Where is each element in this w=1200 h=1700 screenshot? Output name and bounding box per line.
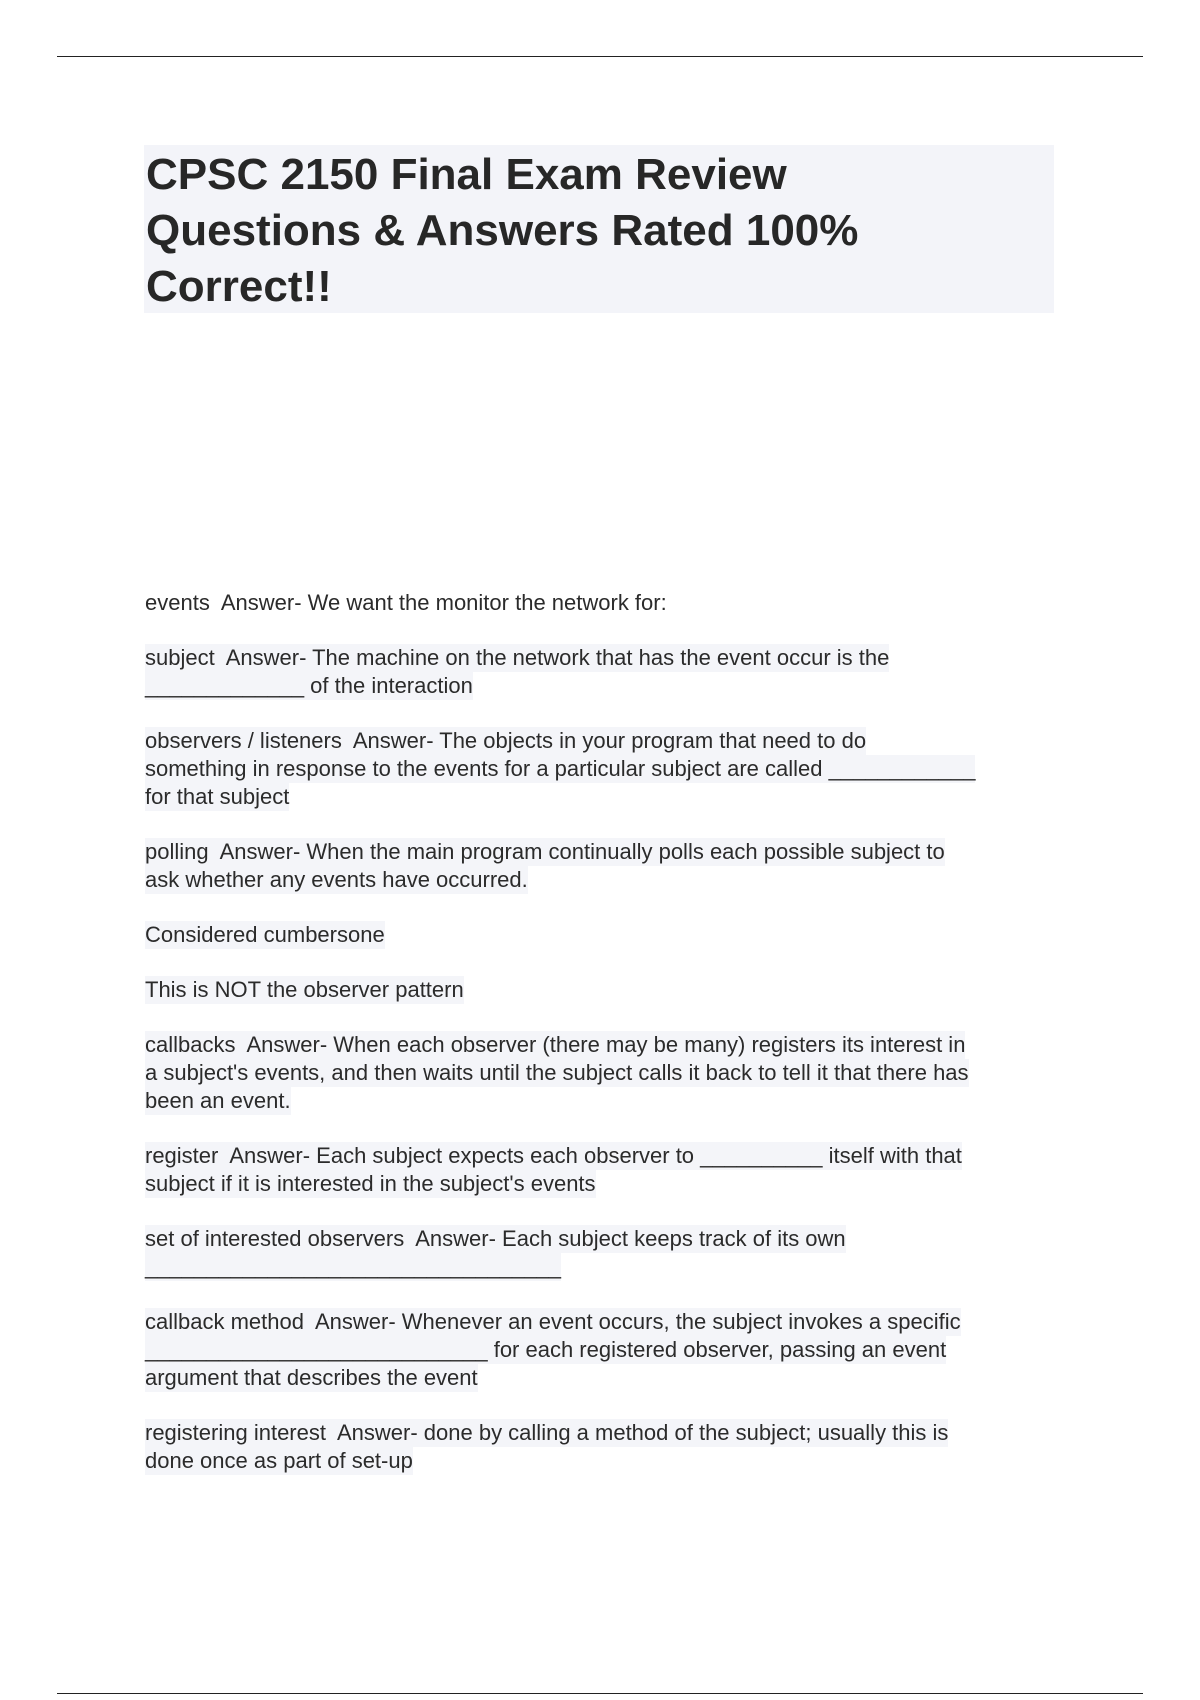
- qa-entry: [145, 1225, 1070, 1281]
- qa-entry: [145, 1142, 1070, 1198]
- qa-line: This is NOT the observer pattern: [145, 977, 464, 1002]
- qa-entry: [145, 1419, 1070, 1475]
- title-line: Questions & Answers Rated 100%: [146, 206, 859, 255]
- qa-line: argument that describes the event: [145, 1365, 478, 1390]
- qa-entry: [145, 838, 1070, 894]
- qa-line: ask whether any events have occurred.: [145, 867, 528, 892]
- qa-line: registering interest Answer- done by calling a method of the subject; usually this is: [145, 1420, 949, 1445]
- qa-entry: [145, 921, 1070, 949]
- qa-entry: [145, 976, 1070, 1004]
- qa-line: __________________________________: [145, 1254, 562, 1279]
- title-line: CPSC 2150 Final Exam Review: [146, 150, 787, 199]
- bottom-divider: [57, 1693, 1143, 1694]
- qa-line: register Answer- Each subject expects each observer to __________ itself with that: [145, 1143, 962, 1168]
- qa-line: callback method Answer- Whenever an event occurs, the subject invokes a specific: [145, 1309, 961, 1334]
- qa-line: for that subject: [145, 784, 290, 809]
- qa-entry: [145, 1308, 1070, 1392]
- qa-line: subject if it is interested in the subject's events: [145, 1171, 596, 1196]
- qa-line: Considered cumbersone: [145, 922, 385, 947]
- qa-line: something in response to the events for a particular subject are called ____________: [145, 756, 976, 781]
- qa-entry: [145, 727, 1070, 811]
- qa-line: been an event.: [145, 1088, 291, 1113]
- title-block: [144, 145, 1054, 313]
- qa-list: [145, 589, 1070, 1502]
- qa-line: _____________ of the interaction: [145, 673, 473, 698]
- qa-line: a subject's events, and then waits until the subject calls it back to tell it that there has: [145, 1060, 969, 1085]
- qa-line: observers / listeners Answer- The objects in your program that need to do: [145, 728, 867, 753]
- qa-line: polling Answer- When the main program continually polls each possible subject to: [145, 839, 945, 864]
- qa-entry: [145, 644, 1070, 700]
- top-divider: [57, 56, 1143, 57]
- qa-line: done once as part of set-up: [145, 1448, 413, 1473]
- qa-line: callbacks Answer- When each observer (there may be many) registers its interest in: [145, 1032, 966, 1057]
- qa-line: set of interested observers Answer- Each subject keeps track of its own: [145, 1226, 846, 1251]
- title-line: Correct!!: [146, 262, 332, 311]
- qa-line: subject Answer- The machine on the network that has the event occur is the: [145, 645, 890, 670]
- qa-line: events Answer- We want the monitor the network for:: [145, 590, 667, 615]
- document-title: [144, 145, 1054, 315]
- qa-entry: [145, 589, 1070, 617]
- qa-line: ____________________________ for each registered observer, passing an event: [145, 1337, 947, 1362]
- qa-entry: [145, 1031, 1070, 1115]
